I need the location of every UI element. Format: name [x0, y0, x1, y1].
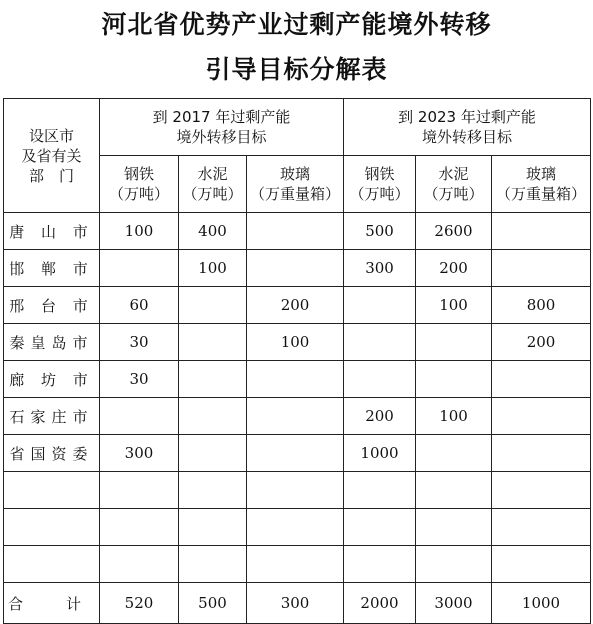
value-cell — [492, 472, 591, 509]
target-table — [3, 98, 591, 624]
value-cell — [492, 213, 591, 250]
value-cell — [492, 435, 591, 472]
total-cell: 2000 — [344, 583, 416, 624]
region-name: 邯 郸 市 — [4, 250, 100, 287]
value-cell: 200 — [416, 250, 492, 287]
region-name: 廊 坊 市 — [4, 361, 100, 398]
table-row — [4, 546, 591, 583]
value-cell — [179, 509, 247, 546]
region-name — [4, 509, 100, 546]
value-cell — [492, 361, 591, 398]
value-cell — [416, 324, 492, 361]
cement-header-2017: 水泥 （万吨） — [179, 156, 247, 213]
value-cell — [344, 546, 416, 583]
table-row — [4, 509, 591, 546]
value-cell: 300 — [344, 250, 416, 287]
table-row — [4, 472, 591, 509]
value-cell: 30 — [100, 361, 179, 398]
value-cell — [179, 435, 247, 472]
glass-header-2023: 玻璃 （万重量箱） — [492, 156, 591, 213]
region-name: 省国资委 — [4, 435, 100, 472]
steel-header-2023: 钢铁 （万吨） — [344, 156, 416, 213]
value-cell — [247, 213, 344, 250]
table-row — [4, 287, 591, 324]
value-cell — [100, 546, 179, 583]
value-cell — [247, 509, 344, 546]
value-cell — [492, 398, 591, 435]
total-cell: 1000 — [492, 583, 591, 624]
table-row — [4, 213, 591, 250]
region-name: 秦皇岛市 — [4, 324, 100, 361]
value-cell: 100 — [247, 324, 344, 361]
value-cell — [416, 472, 492, 509]
value-cell — [100, 398, 179, 435]
value-cell — [344, 324, 416, 361]
region-column-header: 设区市 及省有关 部 门 — [4, 99, 100, 213]
value-cell: 100 — [416, 398, 492, 435]
value-cell — [179, 324, 247, 361]
value-cell: 500 — [344, 213, 416, 250]
value-cell — [492, 250, 591, 287]
group-header-2023: 到 2023 年过剩产能 境外转移目标 — [344, 99, 591, 156]
value-cell — [247, 435, 344, 472]
value-cell — [492, 546, 591, 583]
total-label: 合 计 — [4, 583, 100, 624]
table-row — [4, 435, 591, 472]
value-cell — [344, 472, 416, 509]
value-cell: 100 — [179, 250, 247, 287]
glass-header-2017: 玻璃 （万重量箱） — [247, 156, 344, 213]
steel-header-2017: 钢铁 （万吨） — [100, 156, 179, 213]
value-cell: 200 — [344, 398, 416, 435]
region-name — [4, 546, 100, 583]
value-cell: 100 — [100, 213, 179, 250]
group-header-2017: 到 2017 年过剩产能 境外转移目标 — [100, 99, 344, 156]
value-cell — [100, 509, 179, 546]
value-cell — [247, 250, 344, 287]
value-cell: 30 — [100, 324, 179, 361]
region-name: 唐 山 市 — [4, 213, 100, 250]
value-cell: 60 — [100, 287, 179, 324]
value-cell: 1000 — [344, 435, 416, 472]
value-cell — [492, 509, 591, 546]
value-cell — [179, 361, 247, 398]
value-cell — [100, 472, 179, 509]
value-cell — [344, 361, 416, 398]
value-cell — [416, 361, 492, 398]
total-row — [4, 583, 591, 624]
value-cell: 300 — [100, 435, 179, 472]
document-title: 河北省优势产业过剩产能境外转移 — [101, 10, 492, 39]
region-name: 石家庄市 — [4, 398, 100, 435]
value-cell — [179, 398, 247, 435]
value-cell — [344, 509, 416, 546]
cement-header-2023: 水泥 （万吨） — [416, 156, 492, 213]
value-cell: 100 — [416, 287, 492, 324]
value-cell — [247, 546, 344, 583]
total-cell: 300 — [247, 583, 344, 624]
region-name: 邢 台 市 — [4, 287, 100, 324]
value-cell: 400 — [179, 213, 247, 250]
value-cell — [100, 250, 179, 287]
value-cell: 800 — [492, 287, 591, 324]
total-cell: 3000 — [416, 583, 492, 624]
table-row — [4, 250, 591, 287]
value-cell — [179, 472, 247, 509]
value-cell — [344, 287, 416, 324]
table-row — [4, 361, 591, 398]
value-cell — [179, 546, 247, 583]
value-cell — [416, 509, 492, 546]
table-row — [4, 398, 591, 435]
total-cell: 520 — [100, 583, 179, 624]
value-cell — [247, 472, 344, 509]
value-cell — [247, 361, 344, 398]
value-cell — [179, 287, 247, 324]
region-name — [4, 472, 100, 509]
value-cell — [247, 398, 344, 435]
value-cell: 2600 — [416, 213, 492, 250]
table-row — [4, 324, 591, 361]
value-cell: 200 — [492, 324, 591, 361]
value-cell: 200 — [247, 287, 344, 324]
total-cell: 500 — [179, 583, 247, 624]
value-cell — [416, 546, 492, 583]
value-cell — [416, 435, 492, 472]
document-subtitle: 引导目标分解表 — [205, 55, 388, 84]
